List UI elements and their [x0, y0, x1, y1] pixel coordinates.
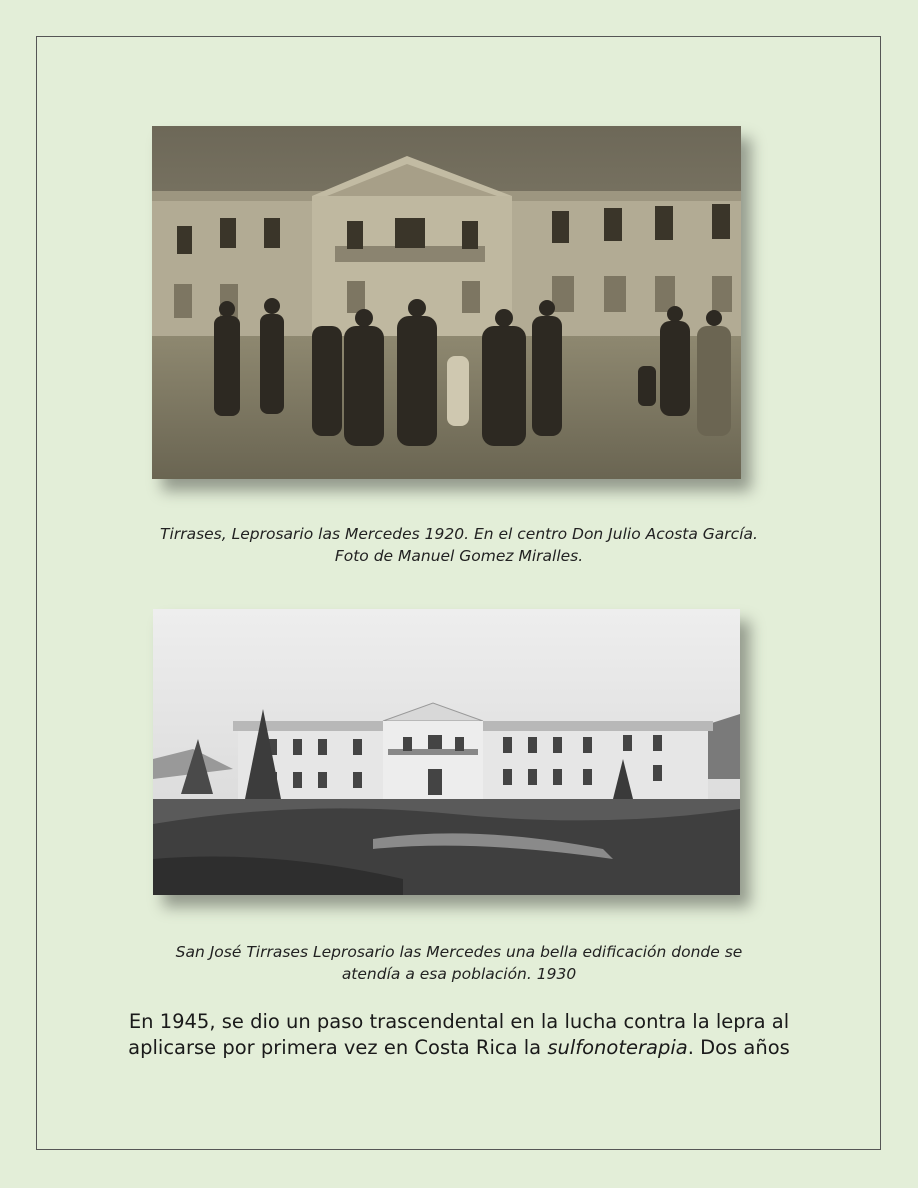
caption-line: Foto de Manuel Gomez Miralles. [334, 547, 584, 565]
body-emphasis: sulfonoterapia [547, 1036, 688, 1059]
caption-line: San José Tirrases Leprosario las Mercedes una bella edificación donde se [175, 943, 743, 961]
body-text-segment: aplicarse por primera vez en Costa Rica la [128, 1036, 548, 1059]
photo-caption-1930 [90, 941, 828, 985]
body-line [90, 1035, 828, 1061]
caption-line: Tirrases, Leprosario las Mercedes 1920. En el centro Don Julio Acosta García. [160, 525, 758, 543]
leprosario-1920-photo [152, 126, 741, 479]
photo-caption-1920 [90, 523, 828, 567]
body-paragraph [90, 1009, 828, 1061]
body-text-segment: . Dos años [687, 1036, 790, 1059]
body-line: En 1945, se dio un paso trascendental en la lucha contra la lepra al [128, 1010, 790, 1033]
caption-line: atendía a esa población. 1930 [341, 965, 577, 983]
leprosario-1930-photo [153, 609, 740, 895]
